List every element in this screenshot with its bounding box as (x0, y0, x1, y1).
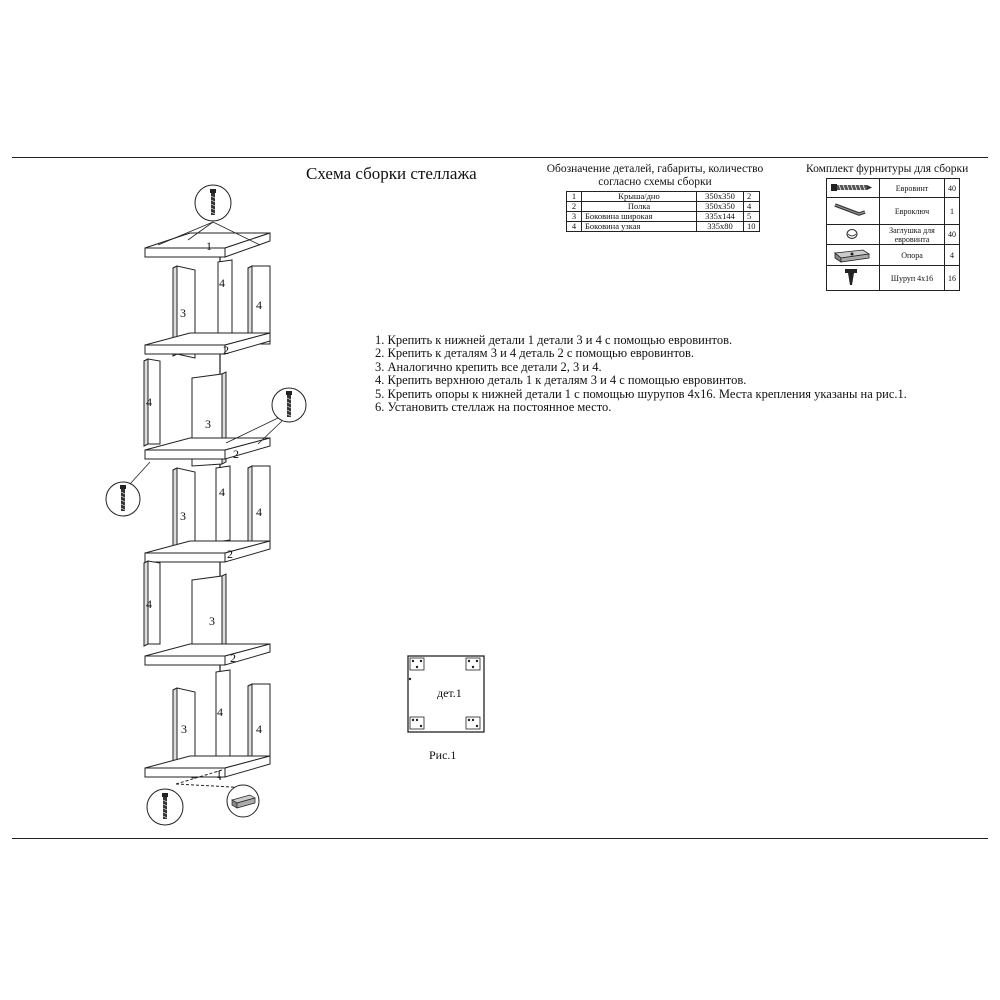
screw-callout-bottom (147, 789, 183, 825)
part-label: 4 (219, 485, 225, 499)
instruction-step: 6. Установить стеллаж на постоянное место. (375, 400, 612, 415)
part-label: 4 (146, 597, 152, 611)
part-label: 4 (146, 395, 152, 409)
part-name: Боковина узкая (582, 222, 697, 232)
tier-2 (144, 359, 270, 466)
parts-title-line1: Обозначение деталей, габариты, количество (546, 163, 764, 175)
fig1-caption: Рис.1 (429, 748, 457, 762)
tier-3 (145, 466, 270, 562)
part-name: Боковина широкая (582, 212, 697, 222)
part-label: 1 (216, 767, 222, 781)
page-title: Схема сборки стеллажа (306, 164, 477, 183)
instruction-step: 5. Крепить опоры к нижней детали 1 с помощью шурупов 4x16. Места крепления указаны на рис.1. (375, 386, 907, 401)
hardware-qty: 4 (945, 245, 960, 266)
part-qty: 2 (744, 192, 760, 202)
part-dims: 350x350 (697, 202, 744, 212)
part-number: 4 (567, 222, 582, 232)
screw-callout-top (195, 185, 231, 221)
part-number: 3 (567, 212, 582, 222)
part-qty: 10 (744, 222, 760, 232)
instruction-step: 2. Крепить к деталям 3 и 4 деталь 2 с помощью евровинтов. (375, 346, 695, 361)
part-name: Крыша/дно (582, 192, 697, 202)
fig1-part-label: дет.1 (437, 686, 462, 700)
part-name: Полка (582, 202, 697, 212)
part-label: 4 (219, 276, 225, 290)
foot-mark (466, 658, 480, 670)
foot-callout (227, 785, 259, 817)
part-label: 2 (233, 447, 239, 461)
part-label: 2 (230, 651, 236, 665)
foot-mark (466, 717, 480, 729)
part-label: 3 (180, 509, 186, 523)
part-dims: 350x350 (697, 192, 744, 202)
part-label: 3 (180, 306, 186, 320)
hardware-table-title: Комплект фурнитуры для сборки (806, 163, 969, 175)
hardware-qty: 1 (945, 198, 960, 225)
part-qty: 4 (744, 202, 760, 212)
part-qty: 5 (744, 212, 760, 222)
part-label: 3 (205, 417, 211, 431)
part-label: 2 (223, 343, 229, 357)
hardware-name: Евровинт (880, 179, 945, 198)
part-label: 4 (256, 298, 262, 312)
hardware-qty: 40 (945, 179, 960, 198)
hardware-name: Шуруп 4x16 (880, 266, 945, 291)
part-label: 2 (227, 547, 233, 561)
part-label: 4 (217, 705, 223, 719)
part-dims: 335x80 (697, 222, 744, 232)
part-number: 1 (567, 192, 582, 202)
part-label: 4 (256, 505, 262, 519)
part-label: 3 (209, 614, 215, 628)
tier-4 (144, 561, 270, 665)
tier-1 (145, 260, 270, 358)
hardware-name: Заглушка для евровинта (880, 225, 945, 245)
part-label: 4 (256, 722, 262, 736)
foot-mark (410, 658, 424, 670)
tier-5 (145, 670, 270, 788)
hardware-qty: 16 (945, 266, 960, 291)
hardware-name: Евроключ (880, 198, 945, 225)
foot-mark (410, 717, 424, 729)
part-number: 2 (567, 202, 582, 212)
part-labels (146, 239, 262, 781)
instruction-step: 4. Крепить верхнюю деталь 1 к деталям 3 и 4 с помощью евровинтов. (375, 373, 747, 388)
instruction-step: 1. Крепить к нижней детали 1 детали 3 и 4 с помощью евровинтов. (375, 333, 733, 347)
parts-title-line2: согласно схемы сборки (598, 176, 712, 188)
instruction-step: 3. Аналогично крепить все детали 2, 3 и 4. (375, 359, 602, 374)
part-label: 3 (181, 722, 187, 736)
part-label: 1 (206, 239, 212, 253)
screw-callout-right (226, 388, 306, 444)
screw-callout-left (106, 462, 150, 516)
hardware-qty: 40 (945, 225, 960, 245)
hardware-name: Опора (880, 245, 945, 266)
part-dims: 335x144 (697, 212, 744, 222)
